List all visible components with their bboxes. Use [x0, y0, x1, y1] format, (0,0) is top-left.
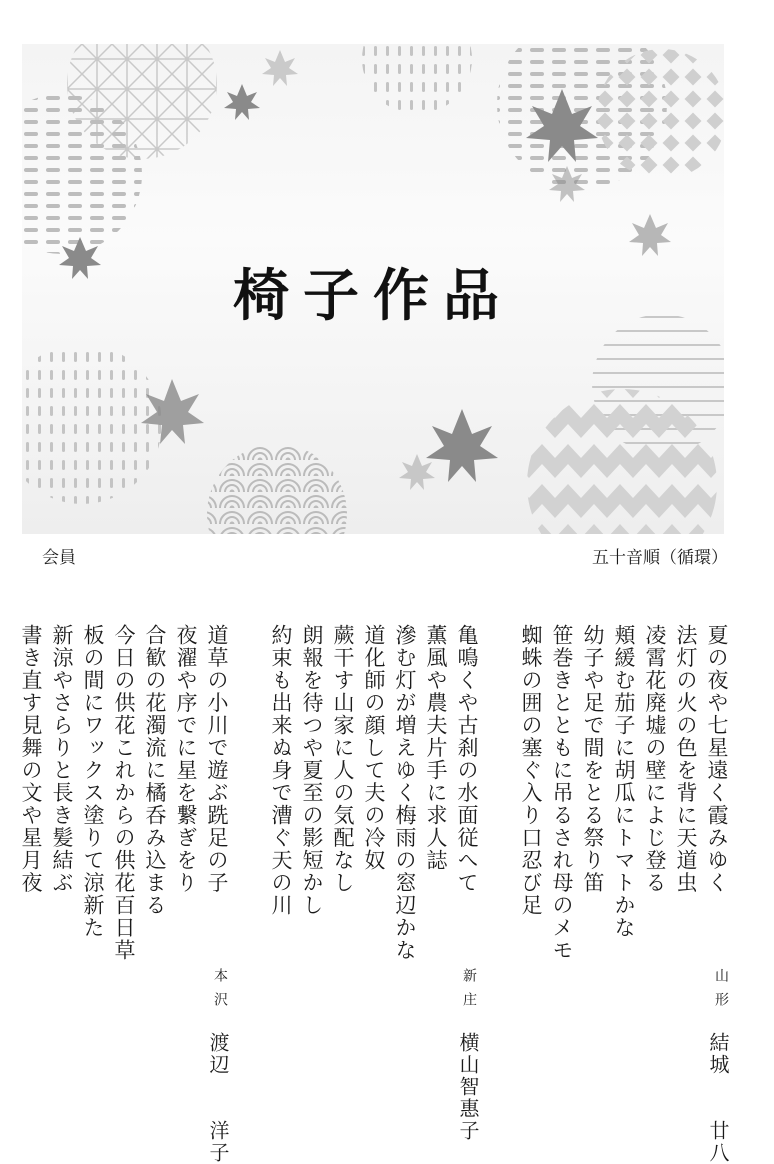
haiku-line: 朗報を待つや夏至の影短かし	[300, 624, 324, 917]
haiku-line: 板の間にワックス塗りて涼新た	[81, 624, 105, 939]
haiku-line: 法灯の火の色を背に天道虫	[674, 624, 698, 894]
header-illustration	[22, 44, 724, 534]
haiku-line: 亀鳴くや古刹の水面従へて	[455, 624, 479, 894]
haiku-line: 凌霄花廃墟の壁によじ登る	[643, 624, 667, 894]
haiku-line: 合歓の花濁流に橘呑み込まる	[143, 624, 167, 917]
haiku-line: 蕨干す山家に人の気配なし	[331, 624, 355, 894]
haiku-line: 薫風や農夫片手に求人誌	[424, 624, 448, 872]
haiku-line: 笹巻きとともに吊るされ母のメモ	[550, 624, 574, 962]
haiku-line: 夏の夜や七星遠く霞みゆく	[705, 624, 729, 894]
haiku-line: 蜘蛛の囲の塞ぐ入り口忍び足	[519, 624, 543, 917]
author-name: 横山智惠子	[456, 1032, 480, 1142]
page-title: 椅子作品	[233, 264, 513, 329]
haiku-line: 今日の供花これからの供花百日草	[112, 624, 136, 962]
author-location: 新庄	[461, 968, 477, 1016]
haiku-line: 書き直す見舞の文や星月夜	[19, 624, 43, 894]
haiku-line: 滲む灯が増えゆく梅雨の窓辺かな	[393, 624, 417, 962]
order-label: 五十音順（循環）	[592, 548, 728, 568]
haiku-line: 夜濯や序でに星を繋ぎをり	[174, 624, 198, 894]
author-name: 結城 廿八	[706, 1032, 730, 1164]
haiku-line: 幼子や足で間をとる祭り笛	[581, 624, 605, 894]
author-name: 渡辺 洋子	[206, 1032, 230, 1164]
haiku-line: 頬緩む茄子に胡瓜にトマトかな	[612, 624, 636, 939]
author-location: 本沢	[212, 968, 228, 1016]
haiku-line: 新涼やさらりと長き髪結ぶ	[50, 624, 74, 894]
haiku-line: 道化師の顔して夫の冷奴	[362, 624, 386, 872]
member-label: 会員	[42, 548, 76, 568]
author-location: 山形	[713, 968, 729, 1016]
haiku-line: 約束も出来ぬ身で漕ぐ天の川	[269, 624, 293, 917]
haiku-line: 道草の小川で遊ぶ跣足の子	[205, 624, 229, 894]
